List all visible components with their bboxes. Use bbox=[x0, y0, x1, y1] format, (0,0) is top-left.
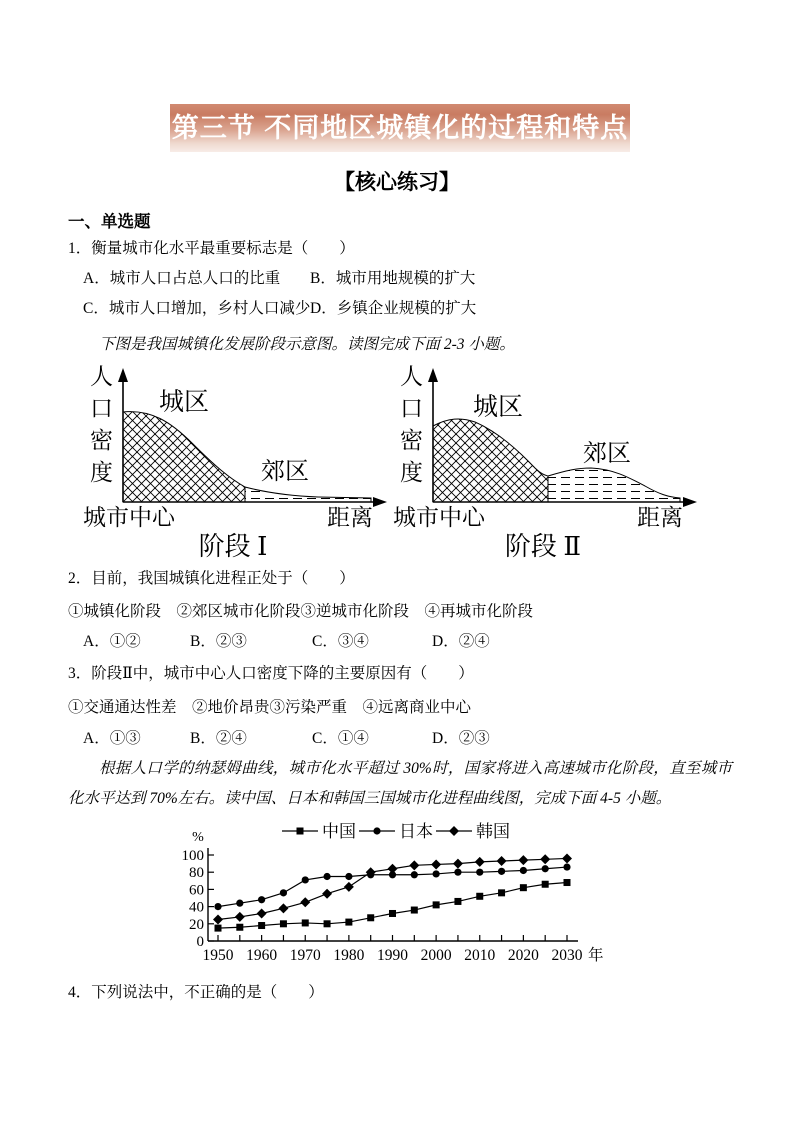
svg-text:40: 40 bbox=[189, 899, 204, 916]
option-3c: C．①④ bbox=[312, 730, 369, 747]
svg-text:2000: 2000 bbox=[420, 947, 452, 964]
option-3b: B．②④ bbox=[190, 730, 247, 747]
svg-text:韩国: 韩国 bbox=[476, 822, 510, 841]
question-2-items: ①城镇化阶段 ②郊区城市化阶段③逆城市化阶段 ④再城市化阶段 bbox=[68, 603, 534, 620]
svg-text:1950: 1950 bbox=[202, 947, 234, 964]
option-2c: C．③④ bbox=[312, 633, 369, 650]
stage2-diagram bbox=[393, 362, 705, 567]
option-1d: D．乡镇企业规模的扩大 bbox=[310, 300, 477, 317]
stage2-urban-label: 城区 bbox=[473, 394, 524, 421]
svg-text:2010: 2010 bbox=[464, 947, 496, 964]
option-3a: A．①③ bbox=[83, 730, 141, 747]
svg-text:100: 100 bbox=[181, 848, 204, 864]
option-1a: A．城市人口占总人口的比重 bbox=[83, 270, 281, 287]
x-axis-arrow bbox=[683, 497, 697, 507]
option-1c: C．城市人口增加，乡村人口减少 bbox=[83, 300, 311, 317]
question-3-options bbox=[83, 726, 490, 748]
y-axis-arrow bbox=[118, 368, 128, 382]
option-1b: B．城市用地规模的扩大 bbox=[310, 270, 476, 287]
svg-text:1970: 1970 bbox=[289, 947, 321, 964]
stage1-y-axis-label: 人口密度 bbox=[87, 364, 112, 492]
stage1-diagram bbox=[83, 362, 395, 567]
option-3d: D．②③ bbox=[432, 730, 490, 747]
svg-text:1980: 1980 bbox=[333, 947, 365, 964]
svg-text:日本: 日本 bbox=[399, 822, 433, 841]
stage1-x-start-label: 城市中心 bbox=[83, 505, 175, 530]
stage2-suburb-label: 郊区 bbox=[583, 441, 631, 467]
stage1-caption: 阶段 Ⅰ bbox=[198, 532, 268, 561]
page-title: 第三节 不同地区城镇化的过程和特点 bbox=[171, 113, 629, 143]
option-2b: B．②③ bbox=[190, 633, 247, 650]
stage1-urban-label: 城区 bbox=[159, 389, 210, 416]
y-axis-arrow bbox=[428, 368, 438, 382]
svg-text:0: 0 bbox=[196, 934, 204, 950]
subtitle: 【核心练习】 bbox=[334, 170, 460, 194]
urbanization-chart-graphic bbox=[180, 820, 650, 970]
option-2a: A．①② bbox=[83, 633, 141, 650]
svg-text:2020: 2020 bbox=[507, 947, 539, 964]
svg-text:中国: 中国 bbox=[322, 822, 356, 841]
intro-questions-2-3: 下图是我国城镇化发展阶段示意图。读图完成下面 2-3 小题。 bbox=[99, 336, 515, 353]
stage1-x-end-label: 距离 bbox=[327, 505, 373, 530]
question-1-options-row-1 bbox=[83, 266, 475, 288]
question-4-stem: 4．下列说法中，不正确的是（ ） bbox=[68, 984, 324, 1001]
question-1-stem: 1．衡量城市化水平最重要标志是（ ） bbox=[68, 240, 355, 257]
question-2-stem: 2．目前，我国城镇化进程正处于（ ） bbox=[68, 570, 355, 587]
svg-text:20: 20 bbox=[189, 916, 204, 933]
svg-text:2030: 2030 bbox=[551, 947, 583, 964]
stage2-x-end-label: 距离 bbox=[637, 505, 683, 530]
urbanization-line-chart bbox=[180, 820, 650, 970]
section-heading: 一、单选题 bbox=[68, 212, 151, 231]
question-3-stem: 3．阶段Ⅱ中，城市中心人口密度下降的主要原因有（ ） bbox=[68, 665, 474, 682]
series-韩国 bbox=[213, 822, 572, 925]
question-2-options bbox=[83, 629, 490, 651]
option-2d: D．②④ bbox=[432, 633, 490, 650]
question-3-items: ①交通通达性差 ②地价昂贵③污染严重 ④远离商业中心 bbox=[68, 699, 472, 716]
svg-text:60: 60 bbox=[189, 882, 204, 899]
intro-questions-4-5: 根据人口学的纳瑟姆曲线，城市化水平超过 30%时，国家将进入高速城市化阶段，直至城市化水平达到 70%左右。读中国、日本和韩国三国城市化进程曲线图，完成下面 4-5 小题。 bbox=[68, 760, 732, 807]
stage2-y-axis-label: 人口密度 bbox=[397, 364, 422, 492]
x-axis-arrow bbox=[373, 497, 387, 507]
stage2-x-start-label: 城市中心 bbox=[393, 505, 485, 530]
svg-text:1990: 1990 bbox=[377, 947, 408, 964]
page-title-banner bbox=[170, 104, 630, 152]
stage2-caption: 阶段 Ⅱ bbox=[504, 532, 582, 561]
stage1-suburb-label: 郊区 bbox=[261, 459, 309, 485]
svg-text:年: 年 bbox=[588, 947, 604, 964]
question-1-options-row-2 bbox=[83, 296, 476, 318]
svg-text:%: % bbox=[192, 830, 204, 845]
svg-text:1960: 1960 bbox=[246, 947, 278, 964]
svg-text:80: 80 bbox=[189, 865, 204, 882]
